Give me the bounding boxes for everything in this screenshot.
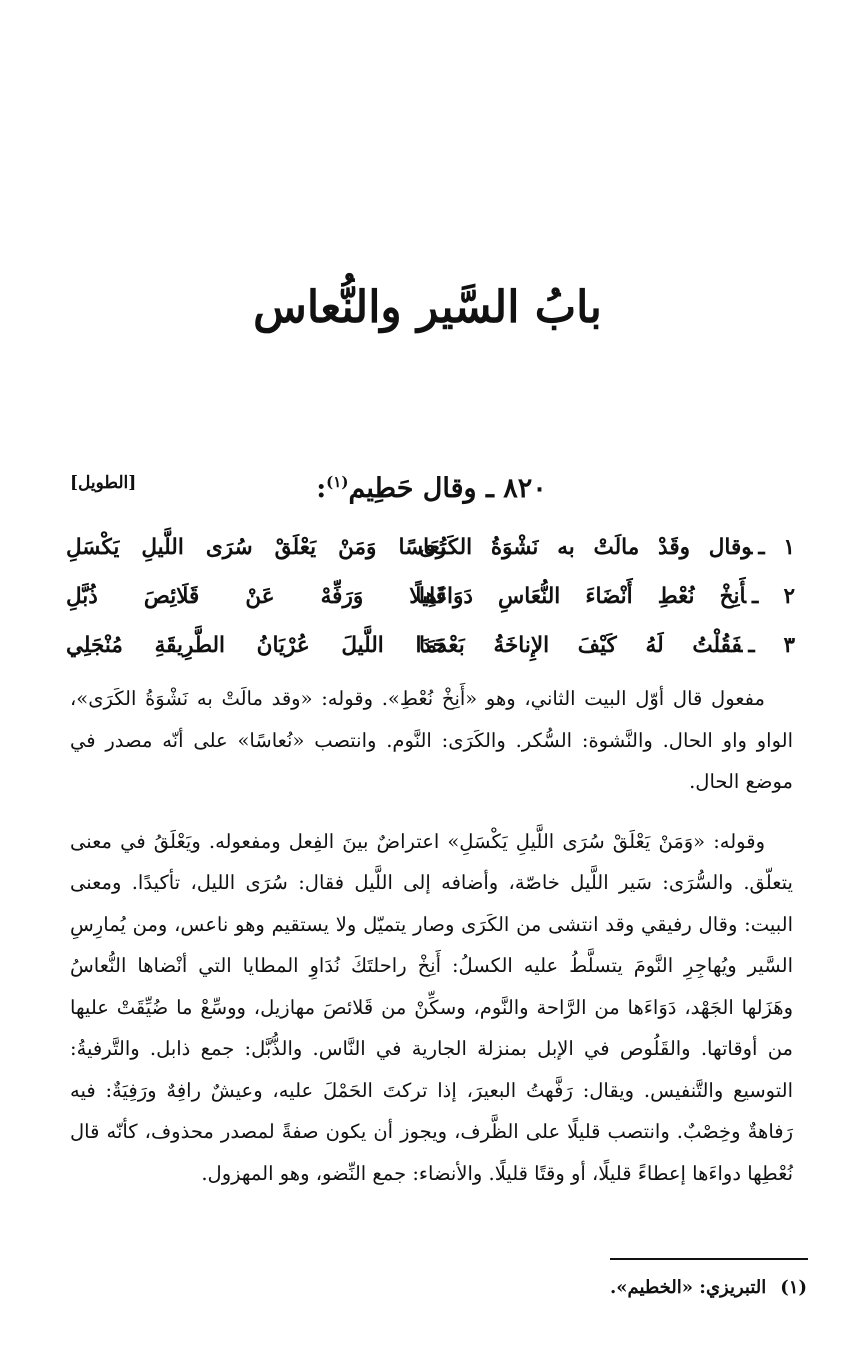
footnote xyxy=(407,1268,807,1308)
poem-heading-suffix: : xyxy=(316,473,327,504)
verse-first-hemistich xyxy=(419,530,795,566)
commentary-paragraph: وقوله: «وَمَنْ يَعْلَقْ سُرَى اللَّيلِ يَكْسَلِ» اعتراضٌ بينَ الفِعل ومفعوله. ويَعْلَقُ في معنى يتعلّق. والسُّرَى: سَير اللَّيل خاصّة، وأضافه إلى اللَّيل فقال: سُرَى الليل، تأكيدًا. ومعنى البيت: وقال رفيقي وقد انتشى من الكَرَى وصار يتميّل ولا يستقيم وهو ناعس، ومن يُمارِسِ السَّير ويُهاجِرِ النَّومَ يتسلَّطُ عليه الكسلُ: أَنِخْ راحلتَكَ نُدَاوِ المطايا التي أنْضاها النُّعاسُ وهَزَلها الجَهْد، دَوَاءَها من الرَّاحة والنَّوم، وسكِّنْ من قَلائصَ مهازيل، ووسِّعْ ما ضُيِّقَتْ عليها من أوقاتها. والقَلُوص في الإبل بمنزلة الجارية في النَّاس. والذُّبَّل: جمع ذابل. والتَّرفيةُ: التوسيع والتَّنفيس. ويقال: رَفَّهتُ البعيرَ، إذا تركتَ الحَمْلَ عليه، وعيشٌ رافِهٌ ورَفِيَةٌ: فيه رَفاهةٌ وخِصْبٌ. وانتصب قليلًا على الظَّرف، ويجوز أن يكون صفةً لمصدر محذوف، كأنّه قال نُعْطِها دواءَها إعطاءً قليلًا، أو وقتًا قليلًا. والأنضاء: جمع النِّضو، وهو المهزول. xyxy=(70,829,793,1185)
poem-heading: ٨٢٠ ـ وقال حَطِيم xyxy=(348,473,547,504)
verse-number: ٢ ـ xyxy=(752,584,795,609)
verse-second-hemistich: حَدَا اللَّيلَ عُرْيَانُ الطَّرِيقَةِ مُنْجَلِي xyxy=(66,633,446,658)
footnote-number: (١) xyxy=(780,1277,807,1298)
footnote-text: التبريزي: «الخطيم». xyxy=(609,1277,767,1298)
commentary-paragraph: مفعول قال أوّل البيت الثاني، وهو «أَنِخْ نُعْطِ». وقوله: «وقد مالَتْ به نَشْوَةُ الكَرَى»، الواو واو الحال. والنَّشوة: السُّكر. والكَرَى: النَّوم. وانتصب «نُعاسًا» على أنّه مصدر في موضع الحال. xyxy=(70,687,793,793)
verse-list xyxy=(66,530,795,677)
verse-number: ١ ـ xyxy=(758,535,795,560)
verse-line xyxy=(66,628,795,677)
verse-line xyxy=(66,530,795,579)
poem-title xyxy=(70,460,793,511)
verse-number: ٣ ـ xyxy=(748,633,795,658)
footnote-reference: (١) xyxy=(326,473,349,491)
poem-meter: [الطويل] xyxy=(70,473,137,493)
verse-first-text: أَنِخْ نُعْطِ أَنْضَاءَ النُّعَاسِ دَوَاءَها xyxy=(419,584,747,609)
verse-second-hemistich: قَلِيلًا وَرَفِّهْ عَنْ قَلَائِصَ ذُبَّلِ xyxy=(66,584,446,609)
verse-line xyxy=(66,579,795,628)
verse-first-text: وقال وقَدْ مالَتْ به نَشْوَةُ الكَرَى xyxy=(419,535,753,560)
commentary xyxy=(70,678,793,1212)
verse-first-hemistich xyxy=(419,628,795,664)
verse-second-hemistich: نُعَاسًا وَمَنْ يَعْلَقْ سُرَى اللَّيلِ يَكْسَلِ xyxy=(66,535,446,560)
verse-first-text: فَقُلْتُ لَهُ كَيْفَ الإِناخَةُ بَعْدَمَا xyxy=(419,633,743,658)
poem-header xyxy=(70,460,793,504)
chapter-title: بابُ السَّير والنُّعاس xyxy=(253,282,602,333)
verse-first-hemistich xyxy=(419,579,795,615)
footnote-divider xyxy=(610,1258,808,1260)
